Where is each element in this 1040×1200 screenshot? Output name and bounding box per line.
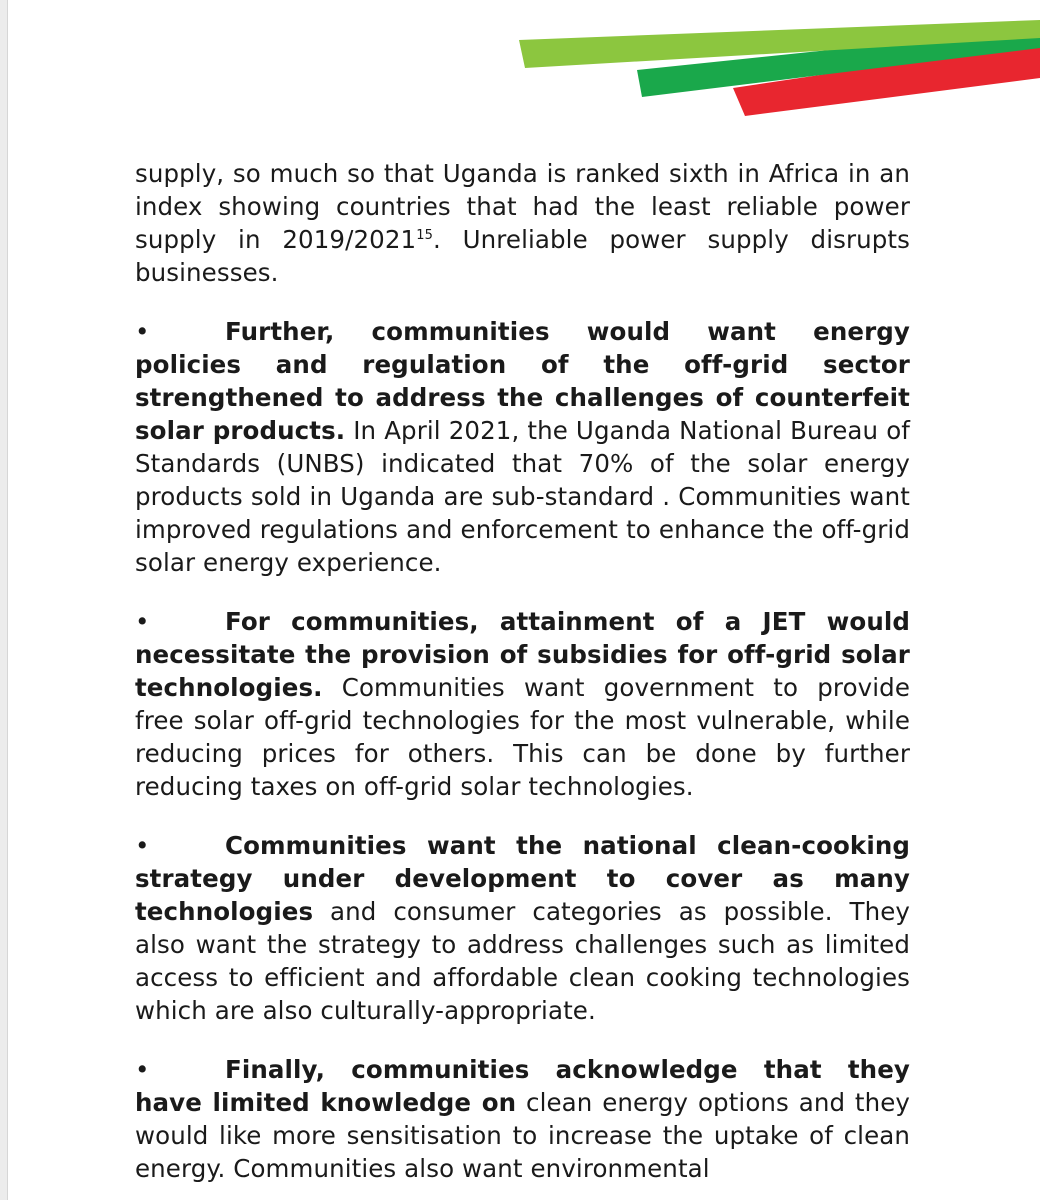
bullet-clean-cooking <box>135 829 910 1027</box>
footnote-ref: 15 <box>416 227 433 243</box>
bullet-symbol: • <box>135 317 150 346</box>
bullet-body-text: In April 2021, the Uganda National Bureau of Standards (UNBS) indicated that 70% of the solar energy products sold in Uganda are sub-standard . Communities want improved regulations and enforcement to enhance the off-grid solar energy experience. <box>135 416 911 577</box>
bullet-bold-text: Finally, communities acknowledge that they have limited knowledge on <box>135 1055 910 1117</box>
header-swoosh-logo <box>0 0 1040 130</box>
document-body <box>135 157 910 1200</box>
paragraph-text-after: . Unreliable power supply disrupts businesses. <box>135 225 910 287</box>
bullet-body-text: Communities want government to provide free solar off-grid technologies for the most vulnerable, while reducing prices for others. This can be done by further reducing taxes on off-grid solar technologies. <box>135 673 910 801</box>
bullet-symbol: • <box>135 1055 150 1084</box>
bullet-subsidies <box>135 605 910 803</box>
page-left-edge <box>0 0 8 1200</box>
paragraph-power-supply <box>135 157 910 289</box>
paragraph-text: supply, so much so that Uganda is ranked sixth in Africa in an index showing countries that had the least reliable power supply in 2019/2021 <box>135 159 910 254</box>
bullet-body-text: and consumer categories as possible. They also want the strategy to address challenges such as limited access to efficient and affordable clean cooking technologies which are also culturally-appropriate. <box>135 897 910 1025</box>
bullet-symbol: • <box>135 831 150 860</box>
bullet-body-text: clean energy options and they would like more sensitisation to increase the uptake of clean energy. Communities also want environmental <box>135 1088 911 1183</box>
bullet-bold-text: For communities, attainment of a JET would necessitate the provision of subsidies for off-grid solar technologies. <box>135 607 910 702</box>
bullet-bold-text: Further, communities would want energy policies and regulation of the off-grid sector strengthened to address the challenges of counterfeit solar products. <box>135 317 910 445</box>
bullet-energy-policies <box>135 315 910 579</box>
bullet-symbol: • <box>135 607 150 636</box>
bullet-knowledge <box>135 1053 910 1185</box>
bullet-bold-text: Communities want the national clean-cooking strategy under development to cover as many technologies <box>135 831 910 926</box>
